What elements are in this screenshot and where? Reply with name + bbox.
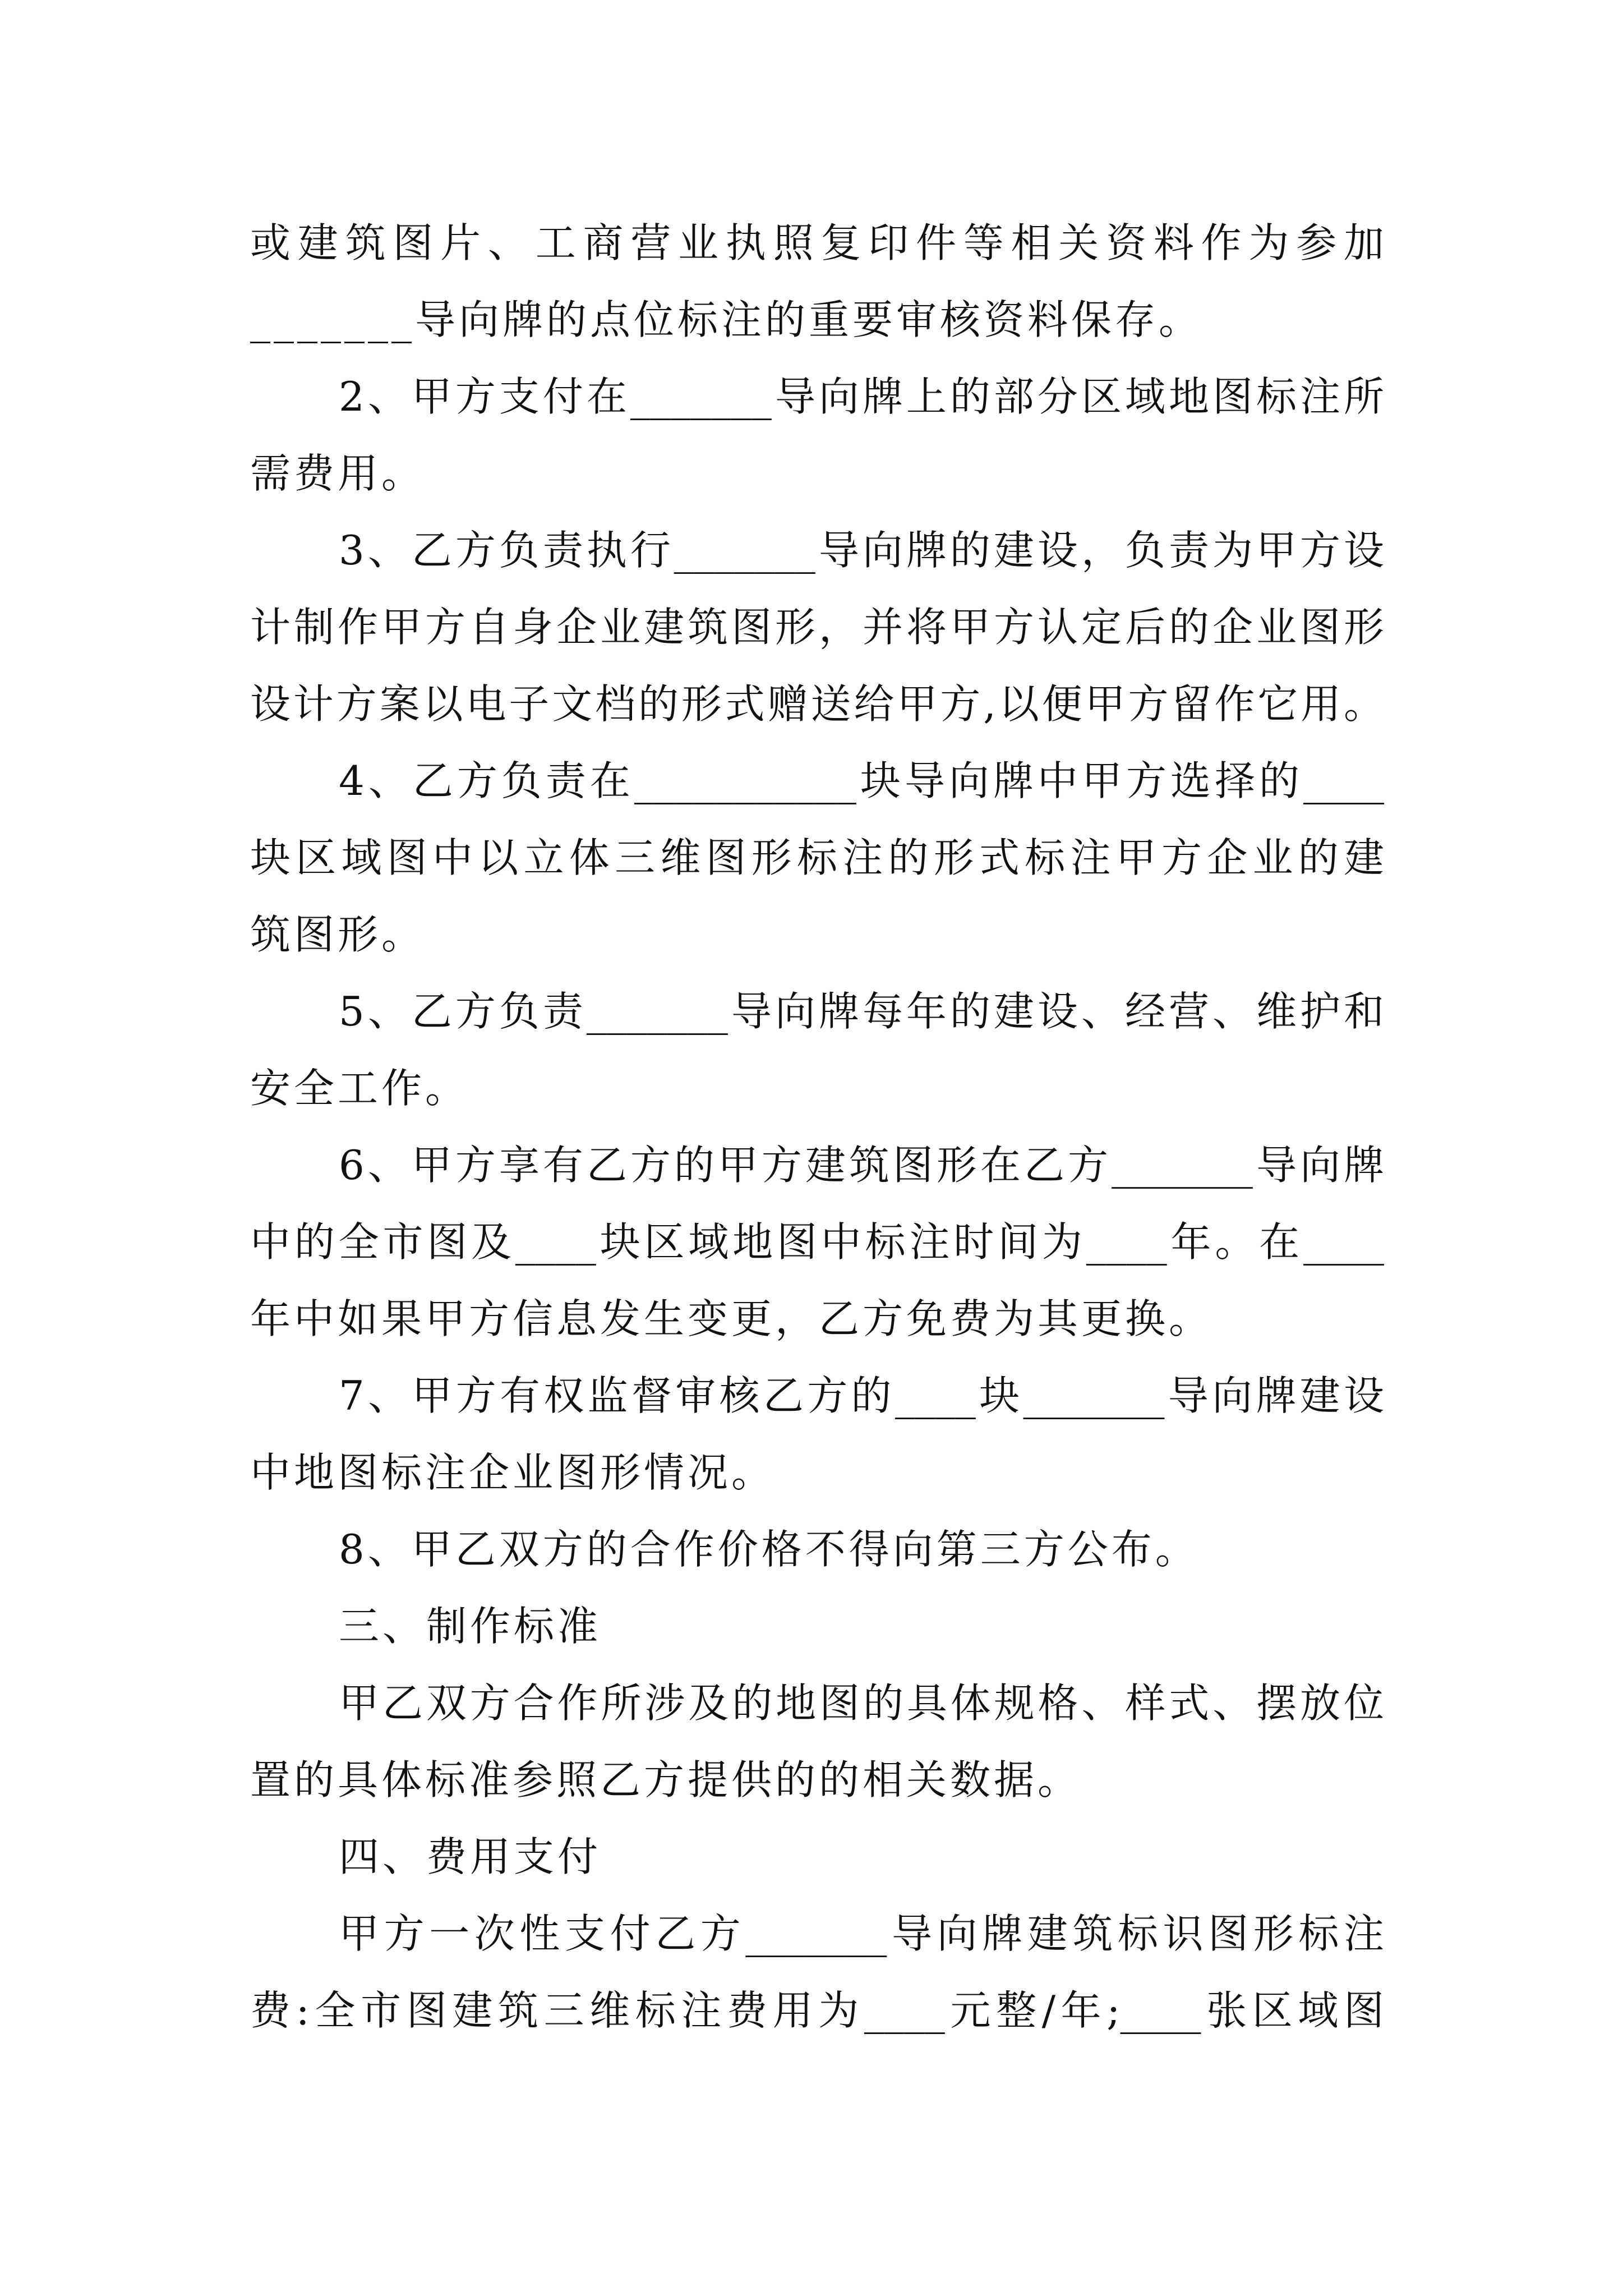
text-line: 7、甲方有权监督审核乙方的____块_______导向牌建设	[339, 1372, 1384, 1419]
text-line: 5、乙方负责_______导向牌每年的建设、经营、维护和	[339, 988, 1384, 1035]
clause-8	[250, 1511, 1384, 1588]
section-production-standard	[250, 1588, 1384, 1819]
document-body	[250, 205, 1384, 2049]
text-line: 3、乙方负责执行_______导向牌的建设，负责为甲方设	[339, 527, 1384, 574]
section-heading: 四、费用支付	[339, 1833, 602, 1880]
text-line: 年中如果甲方信息发生变更，乙方免费为其更换。	[250, 1295, 1213, 1342]
text-line: 需费用。	[250, 450, 426, 497]
text-line: 费:全市图建筑三维标注费用为____元整/年;____张区域图	[250, 1987, 1384, 2034]
section-heading: 三、制作标准	[339, 1603, 602, 1650]
text-line: 筑图形。	[250, 911, 426, 958]
text-line: 中地图标注企业图形情况。	[250, 1449, 776, 1496]
text-line: 块区域图中以立体三维图形标注的形式标注甲方企业的建	[250, 834, 1384, 881]
clause-5	[250, 973, 1384, 1127]
text-line: _______导向牌的点位标注的重要审核资料保存。	[250, 296, 1203, 343]
text-line: 设计方案以电子文档的形式赠送给甲方,以便甲方留作它用。	[250, 680, 1384, 728]
text-line: 或建筑图片、工商营业执照复印件等相关资料作为参加	[250, 219, 1384, 266]
clause-7	[250, 1358, 1384, 1511]
text-line: 中的全市图及____块区域地图中标注时间为____年。在____	[250, 1218, 1384, 1266]
text-line: 计制作甲方自身企业建筑图形，并将甲方认定后的企业图形	[250, 604, 1384, 651]
text-line: 甲乙双方合作所涉及的地图的具体规格、样式、摆放位	[339, 1680, 1384, 1727]
text-line: 置的具体标准参照乙方提供的的相关数据。	[250, 1756, 1082, 1803]
text-line: 8、甲乙双方的合作价格不得向第三方公布。	[339, 1526, 1199, 1573]
text-line: 4、乙方负责在___________块导向牌中甲方选择的____	[339, 757, 1384, 804]
clause-3	[250, 512, 1384, 743]
clause-4	[250, 743, 1384, 973]
section-payment	[250, 1819, 1384, 2049]
text-line: 安全工作。	[250, 1065, 469, 1112]
clause-6	[250, 1127, 1384, 1358]
clause-continuation	[250, 205, 1384, 358]
text-line: 甲方一次性支付乙方_______导向牌建筑标识图形标注	[339, 1910, 1384, 1957]
text-line: 2、甲方支付在_______导向牌上的部分区域地图标注所	[339, 373, 1384, 420]
text-line: 6、甲方享有乙方的甲方建筑图形在乙方_______导向牌	[339, 1142, 1384, 1189]
clause-2	[250, 358, 1384, 512]
